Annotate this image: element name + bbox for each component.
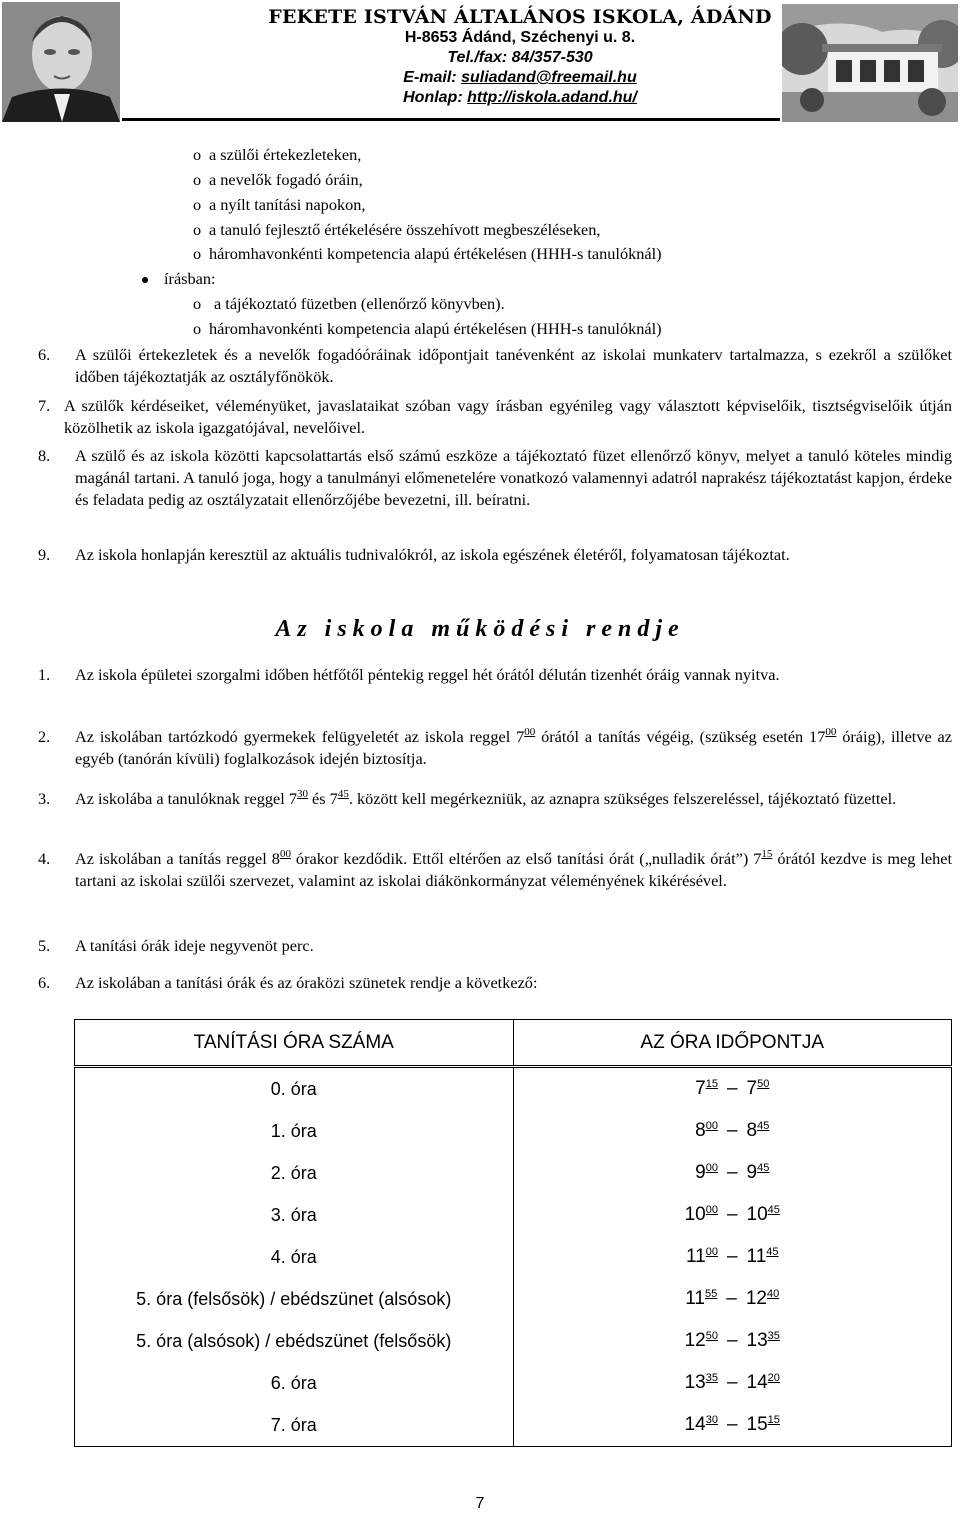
school-email-line: [250, 68, 790, 88]
table-row: [75, 1362, 952, 1404]
lesson-label: 5. óra (alsósok) / ebédszünet (felsősök): [75, 1320, 514, 1362]
lesson-time: $7^{15} - 7^{50}$: [513, 1067, 952, 1111]
numbered-item: 2. Az iskolában tartózkodó gyermekek felügyeletét az iskola reggel $7^{00}$ órától a tanítás végéig, (szükség esetén $17^{00}$ óráig), illetve az egyéb (tanórán kívüli) foglalkozások idején biztosítja.: [38, 726, 953, 768]
lesson-time: $8^{00} - 8^{45}$: [513, 1110, 952, 1152]
column-header: TANÍTÁSI ÓRA SZÁMA: [75, 1020, 514, 1067]
lesson-label: 7. óra: [75, 1404, 514, 1447]
letterhead-text: [250, 6, 790, 108]
list-item: o a nevelők fogadó óráin,: [193, 170, 363, 189]
lesson-label: 6. óra: [75, 1362, 514, 1404]
header-divider: [122, 118, 780, 121]
lesson-time: $11^{55} - 12^{40}$: [513, 1278, 952, 1320]
table-row: [75, 1320, 952, 1362]
list-item: o háromhavonkénti kompetencia alapú értékelésen (HHH-s tanulóknál): [193, 244, 662, 263]
table-row: [75, 1278, 952, 1320]
email-link[interactable]: suliadand@freemail.hu: [461, 69, 637, 86]
numbered-item: 5. A tanítási órák ideje negyvenöt perc.: [38, 936, 314, 955]
letterhead: [0, 0, 960, 124]
web-link[interactable]: http://iskola.adand.hu/: [467, 89, 637, 106]
lesson-label: 1. óra: [75, 1110, 514, 1152]
numbered-item: 8. A szülő és az iskola közötti kapcsolattartás első számú eszköze a tájékoztató füzet ellenőrző könyv, melyet a tanuló köteles mindig magánál tartani. A tanuló joga, hogy a tanulmányi előmenetelére vonatkozó valamennyi adatról naprakész tájékoztatást kapjon, érdeke és feladata pedig az osztályzatait ellenőrzőjébe bevezetni, ill. beíratni.: [38, 446, 952, 509]
lesson-time: $11^{00} - 11^{45}$: [513, 1236, 952, 1278]
email-label: E-mail:: [403, 69, 462, 86]
lesson-time: $9^{00} - 9^{45}$: [513, 1152, 952, 1194]
school-address: H-8653 Ádánd, Széchenyi u. 8.: [404, 29, 636, 46]
list-item: o a tájékoztató füzetben (ellenőrző könyvben).: [193, 294, 505, 313]
numbered-item: 4. Az iskolában a tanítás reggel $8^{00}$ órakor kezdődik. Ettől eltérően az első tanítási órát („nulladik órát”) $7^{15}$ órától kezdve is meg lehet tartani az iskolai szülői szervezet, valamint az iskolai diákönkormányzat véleményének kikérésével.: [38, 848, 952, 890]
lesson-label: 2. óra: [75, 1152, 514, 1194]
lesson-time: $13^{35} - 14^{20}$: [513, 1362, 952, 1404]
lesson-time: $10^{00} - 10^{45}$: [513, 1194, 952, 1236]
list-item: o a tanuló fejlesztő értékelésére összehívott megbeszéléseken,: [193, 220, 601, 239]
school-building-photo: [782, 4, 958, 122]
table-row: [75, 1110, 952, 1152]
page-number: 7: [475, 1495, 485, 1512]
bullet-item: írásban:: [164, 268, 216, 290]
numbered-item: 3. Az iskolába a tanulóknak reggel $7^{30}$ és $7^{45}$. között kell megérkezniük, az aznapra szükséges felszereléssel, tájékoztató füzettel.: [38, 788, 897, 808]
table-row: [75, 1152, 952, 1194]
numbered-item: 7. A szülők kérdéseiket, véleményüket, javaslataikat szóban vagy írásban egyénileg vagy választott képviselőik, tisztségviselőik útján közölhetik az iskola igazgatójával, nevelőivel.: [38, 396, 952, 437]
schedule-table: [74, 1019, 952, 1447]
school-web-line: [250, 88, 790, 108]
list-item: o háromhavonkénti kompetencia alapú értékelésen (HHH-s tanulóknál): [193, 319, 662, 338]
numbered-item: 6. A szülői értekezletek és a nevelők fogadóóráinak időpontjait tanévenként az iskolai munkaterv tartalmazza, s ezekről a szülőket időben tájékoztatják az osztályfőnökök.: [38, 345, 952, 386]
school-name: FEKETE ISTVÁN ÁLTALÁNOS ISKOLA, ÁDÁND: [268, 6, 772, 28]
lesson-label: 0. óra: [75, 1067, 514, 1111]
column-header: AZ ÓRA IDŐPONTJA: [513, 1020, 952, 1067]
list-item: o a szülői értekezleteken,: [193, 145, 362, 164]
web-label: Honlap:: [403, 89, 468, 106]
school-phone: Tel./fax: 84/357-530: [447, 49, 593, 66]
table-row: [75, 1404, 952, 1447]
numbered-item: 1. Az iskola épületei szorgalmi időben hétfőtől péntekig reggel hét órától délután tizenhét óráig vannak nyitva.: [38, 665, 780, 684]
lesson-time: $12^{50} - 13^{35}$: [513, 1320, 952, 1362]
numbered-item: 9. Az iskola honlapján keresztül az aktuális tudnivalókról, az iskola egészének életéről, folyamatosan tájékoztat.: [38, 545, 790, 564]
table-row: [75, 1067, 952, 1111]
numbered-item: 6. Az iskolában a tanítási órák és az óraközi szünetek rendje a következő:: [38, 973, 538, 992]
lesson-time: $14^{30} - 15^{15}$: [513, 1404, 952, 1447]
table-row: [75, 1236, 952, 1278]
table-row: [75, 1194, 952, 1236]
lesson-label: 5. óra (felsősök) / ebédszünet (alsósok): [75, 1278, 514, 1320]
lesson-label: 4. óra: [75, 1236, 514, 1278]
bullet-dot-icon: [142, 277, 148, 283]
portrait-photo: [2, 2, 120, 122]
section-title: Az iskola működési rendje: [275, 616, 685, 642]
list-item: o a nyílt tanítási napokon,: [193, 195, 366, 214]
lesson-label: 3. óra: [75, 1194, 514, 1236]
table-header-row: [75, 1020, 952, 1067]
